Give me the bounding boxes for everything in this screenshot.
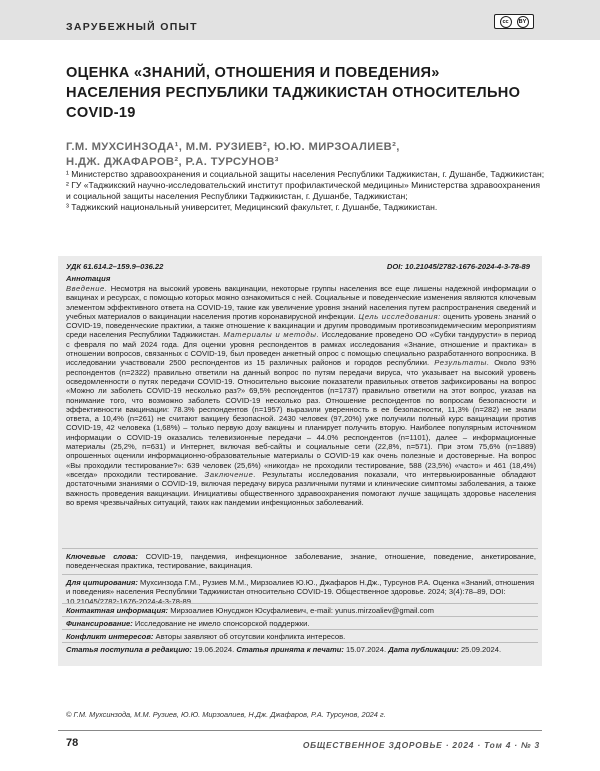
doi-link[interactable]: DOI: 10.21045/2782-1676-2024-4-3-78-89 (386, 262, 530, 271)
affiliation-1: ¹ Министерство здравоохранения и социальной защиты населения Республики Таджикистан, г. Душанбе, Таджикистан; (66, 169, 545, 179)
conflict-text: Авторы заявляют об отсутсвии конфликта интересов. (153, 632, 346, 641)
keywords (66, 552, 536, 571)
keywords-label: Ключевые слова: (66, 552, 138, 561)
methods-label: Материалы и методы. (220, 330, 320, 340)
separator-conflict (62, 629, 538, 630)
by-attribution-icon: BY (517, 16, 529, 28)
footer-rule (58, 730, 542, 731)
separator-funding (62, 616, 538, 617)
results-text: Около 93% респондентов (n=2322) правильно ответили на данный вопрос по путям передачи вируса, что указывает на высокий уровень осведомленности о путях передачи COVID-19. Относительно высокие показатели правильных ответов зафиксированы на вопрос «Можно ли заболеть COVID-19 несколько раз?» 69,5% респондентов (n=1737) правильно ответили на этот вопрос, указав на понимание того, что возможно заболеть COVID-19 несколько раз. Отношение респондентов по вопросам безопасности и эффективности вакцинации: 78.3% респондентов (n=1957) выразили уверенность в ее безопасности, 11,3% (n=282) не знали ответа, а 10,4% (n=261) не считают вакцину безопасной. 2430 человек (97,20%) уже получили полный курс вакцинации против COVID-19, 42 человека (1,68%) – только первую дозу вакцины и планирует получить вторую. Наиболее популярным источником информации о COVID-19 оказались телевизионные передачи – 44.0% респондентов (n=1101), далее – информационные материалы (25,2%, n=631) и Интернет, включая веб-сайты и социальные сети (22,8%, n=571). При этом 75,6% (n=1889) опрошенных оценили информационно-образовательные материалы о COVID-19 как очень полезные и достоверные. На вопрос «Вы проходили тестирование?»: 639 человек (25,6%) «никогда» не проходили тестирование, 588 (23,5%) «часто» и 461 (18,4%) «всегда» проходили тестирование. (66, 358, 536, 479)
conflict-of-interest (66, 632, 536, 641)
abstract-body (66, 284, 536, 507)
citation-text: Мухсинзода Г.М., Рузиев М.М., Мирзоалиев Ю.Ю., Джафаров Н.Дж., Турсунов Р.А. Оценка «Знаний, отношения и поведения» населения Республики Таджикистан относительно COVID-19. Общественное здоровье. 2024; 3(4):78–89, DOI: 10.21045/2782-1676-2024-4-3-78-89 (66, 578, 535, 606)
accepted-date: 15.07.2024. (343, 645, 387, 654)
conflict-label: Конфликт интересов: (66, 632, 154, 641)
accepted-label: Статья принята к печати: (234, 645, 344, 654)
udk-code: УДК 61.614.2–159.9–036.22 (66, 262, 164, 271)
copyright: © Г.М. Мухсинзода, М.М. Рузиев, Ю.Ю. Мирзоалиев, Н.Дж. Джафаров, Р.А. Турсунов, 2024 г. (66, 710, 386, 719)
intro-text: Несмотря на высокий уровень вакцинации, некоторые группы населения все еще лишены надежной информации о вакцинах и ресурсах, с помощью которых можно ознакомиться с ней. Социальные и поведенческие изменения являются ключевым элементом эффективного ответа на COVID-19, такие как увеличение уровня знаний населения путем распространения сведений и учебных материалов о вакцинации населения против коронавирусной инфекции. (66, 284, 536, 321)
affiliations (66, 169, 546, 213)
published-date: 25.09.2024. (458, 645, 502, 654)
aim-label: Цель исследования: (355, 311, 441, 321)
authors-line-2: Н.ДЖ. ДЖАФАРОВ², Р.А. ТУРСУНОВ³ (66, 156, 279, 168)
affiliation-2: ² ГУ «Таджикский научно-исследовательский институт профилактической медицины» Министерства здравоохранения и социальной защиты населения Республики Таджикистан, г. Душанбе, Таджикистан; (66, 180, 541, 201)
contact-info (66, 606, 536, 615)
article-title: ОЦЕНКА «ЗНАНИЙ, ОТНОШЕНИЯ И ПОВЕДЕНИЯ» НАСЕЛЕНИЯ РЕСПУБЛИКИ ТАДЖИКИСТАН ОТНОСИТЕЛЬНО COVID-19 (66, 65, 521, 121)
funding-text: Исследование не имело спонсорской поддержки. (132, 619, 310, 628)
citation (66, 578, 536, 606)
contact-text[interactable]: Мирзоалиев Юнусджон Юсуфалиевич, e-mail: yunus.mirzoaliev@gmail.com (168, 606, 434, 615)
conclusion-text: Результаты исследования показали, что интервьюированные обладают достаточными знаниями о COVID-19, включая передачу вируса различными путями и клинические симптомы заболевания, а также важность проведения вакцинации. Инициативы общественного здравоохранения помогают лучше защищать здоровье населения во время чрезвычайных ситуаций, таких как пандемии инфекционных заболеваний. (66, 469, 536, 507)
journal-info: ОБЩЕСТВЕННОЕ ЗДОРОВЬЕ · 2024 · Том 4 · № 3 (302, 740, 540, 750)
results-label: Результаты. (429, 358, 490, 368)
separator-citation (62, 574, 538, 575)
received-date: 19.06.2024. (191, 645, 235, 654)
authors-line-1: Г.М. МУХСИНЗОДА¹, М.М. РУЗИЕВ², Ю.Ю. МИРЗОАЛИЕВ², (66, 141, 400, 153)
separator-keywords (62, 548, 538, 549)
separator-contact (62, 603, 538, 604)
citation-label: Для цитирования: (66, 578, 138, 587)
page-number: 78 (66, 737, 79, 749)
authors (66, 140, 546, 170)
received-label: Статья поступила в редакцию: (66, 645, 192, 654)
section-title: ЗАРУБЕЖНЫЙ ОПЫТ (66, 21, 198, 33)
intro-label: Введение. (66, 284, 108, 293)
abstract-heading: Аннотация (66, 274, 111, 283)
published-label: Дата публикации: (386, 645, 459, 654)
cc-icon: cc (500, 16, 512, 28)
methods-text: Исследование проведено ОО «Субхи тандурусти» в период с февраля по май 2024 года. Для оценки уровня респондентов в рамках исследования «Знание, отношение и практика» в отношении вопросов, связанных с COVID-19, был проведен анкетный опрос с помощью специально разработанного вопросника. В исследовании участвовали 2500 респондентов из 15 различных районов и городов республики. (66, 330, 536, 368)
conclusion-label: Заключение. (197, 469, 257, 479)
funding (66, 619, 536, 628)
article-dates (66, 645, 536, 654)
keywords-text: COVID-19, пандемия, инфекционное заболевание, знание, отношение, поведение, анкетирование, поведенческая практика, тестирование, вакцинация. (66, 552, 536, 571)
aim-text: оценить уровень знаний о COVID-19, поведенческие практики, а также отношение к вакцинации и другим проводимым противоэпидемическим мероприятиям среди населения Республики Таджикистан. (66, 311, 536, 340)
funding-label: Финансирование: (66, 619, 133, 628)
contact-label: Контактная информация: (66, 606, 169, 615)
cc-license-badge[interactable] (494, 14, 534, 29)
affiliation-3: ³ Таджикский национальный университет, Медицинский факультет, г. Душанбе, Таджикистан. (66, 202, 438, 212)
separator-dates (62, 642, 538, 643)
